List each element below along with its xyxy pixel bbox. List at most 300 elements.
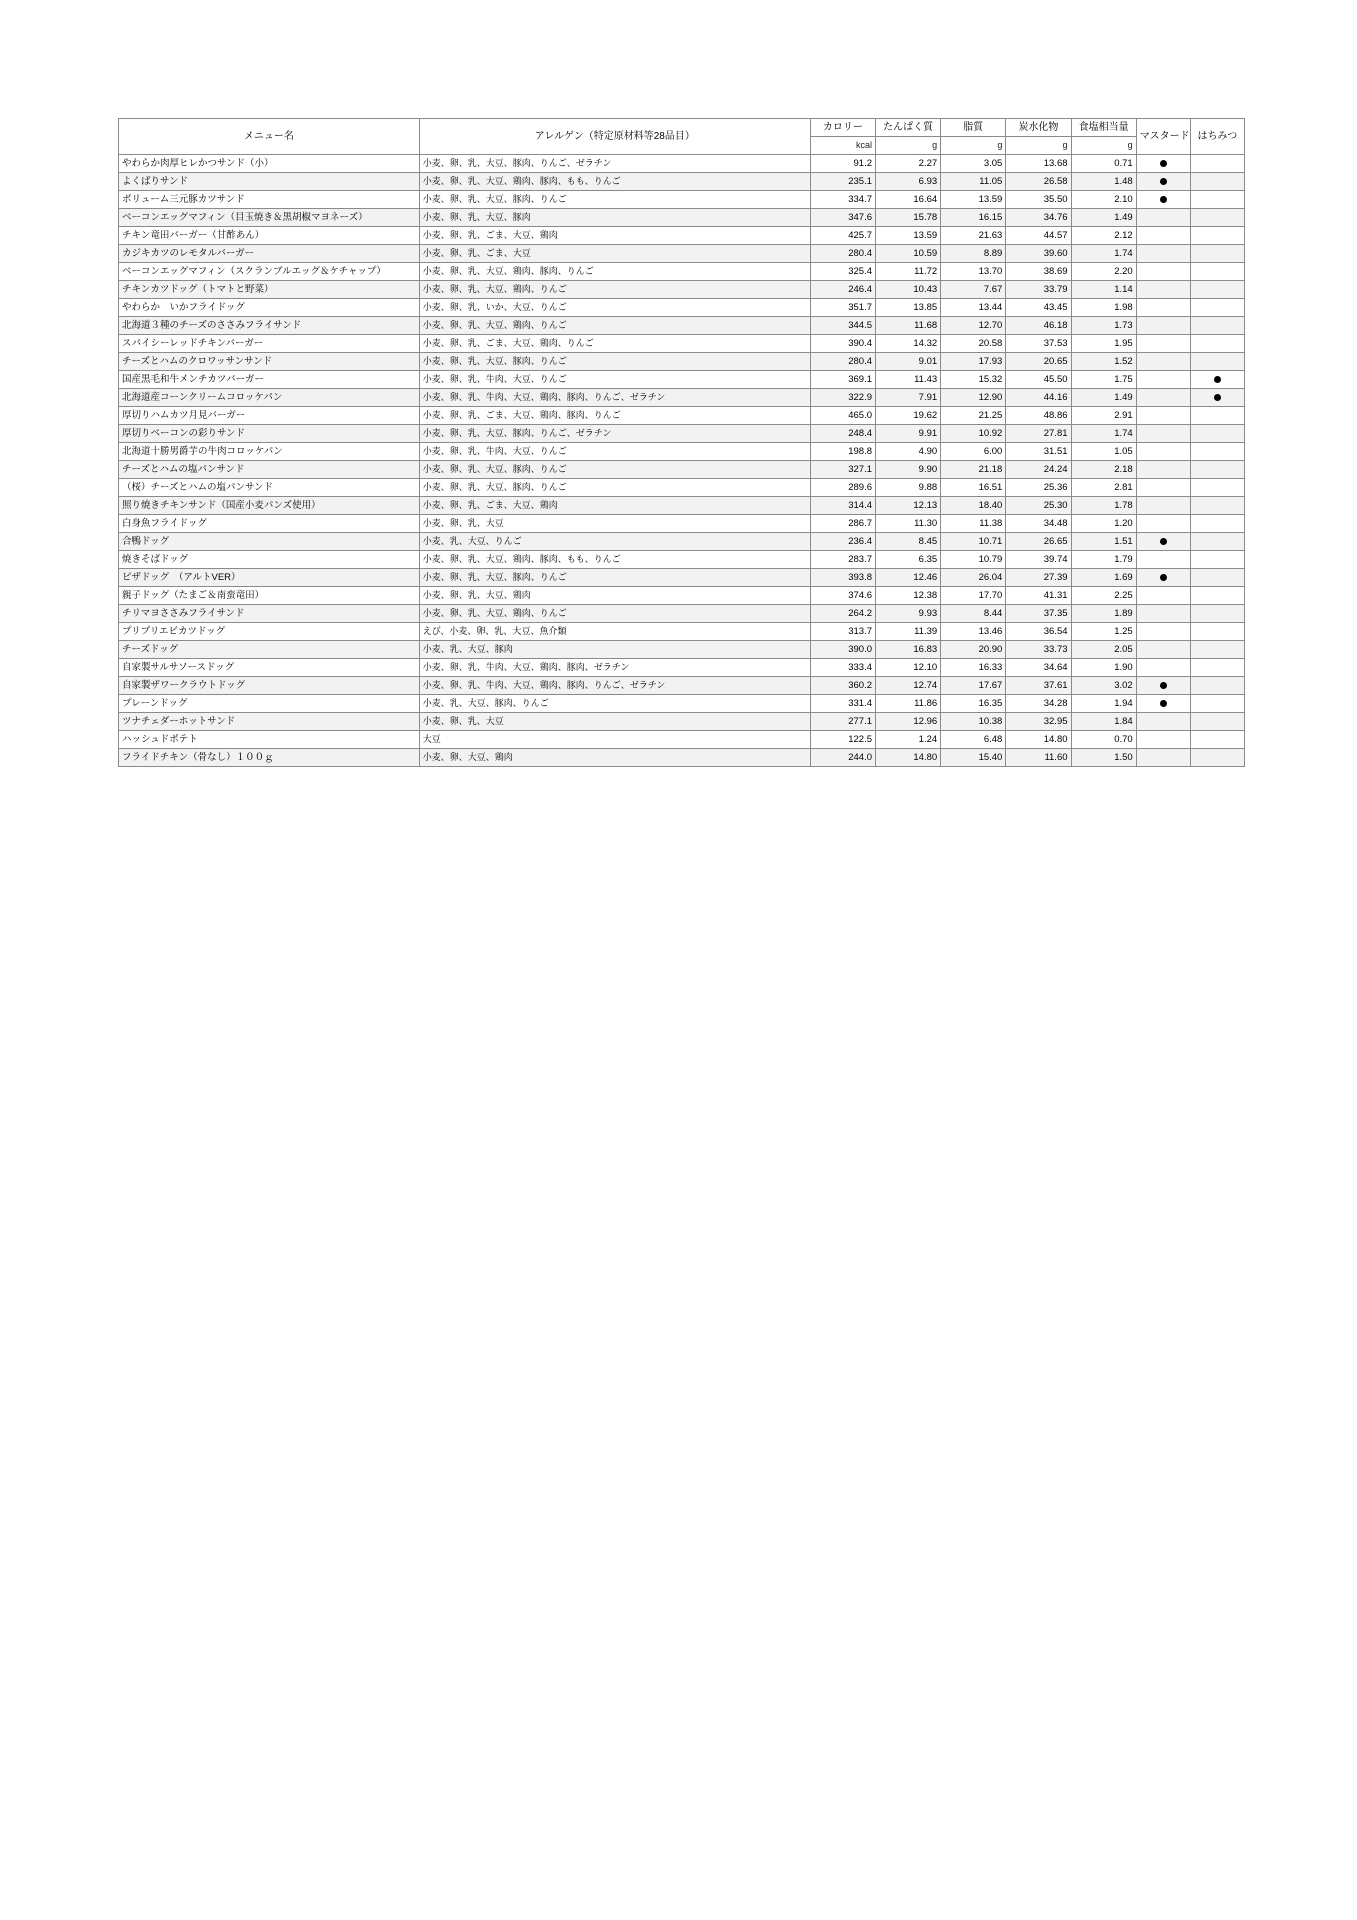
cell-mustard xyxy=(1136,479,1190,497)
cell-mustard xyxy=(1136,299,1190,317)
cell-menu-name: ボリューム三元豚カツサンド xyxy=(119,191,420,209)
cell-allergen: 小麦、卵、乳、大豆、豚肉、りんご xyxy=(419,479,810,497)
cell-carb: 35.50 xyxy=(1006,191,1071,209)
cell-menu-name: 自家製ザワークラウトドッグ xyxy=(119,677,420,695)
cell-salt: 1.94 xyxy=(1071,695,1136,713)
cell-calorie: 334.7 xyxy=(810,191,875,209)
cell-calorie: 277.1 xyxy=(810,713,875,731)
cell-mustard xyxy=(1136,155,1190,173)
cell-protein: 10.59 xyxy=(876,245,941,263)
table-row xyxy=(119,695,1245,713)
cell-mustard xyxy=(1136,659,1190,677)
cell-carb: 13.68 xyxy=(1006,155,1071,173)
table-row xyxy=(119,155,1245,173)
cell-protein: 13.59 xyxy=(876,227,941,245)
cell-mustard xyxy=(1136,731,1190,749)
cell-salt: 2.20 xyxy=(1071,263,1136,281)
cell-salt: 2.18 xyxy=(1071,461,1136,479)
cell-mustard xyxy=(1136,713,1190,731)
cell-menu-name: チーズドッグ xyxy=(119,641,420,659)
cell-honey xyxy=(1190,587,1244,605)
cell-calorie: 333.4 xyxy=(810,659,875,677)
cell-carb: 43.45 xyxy=(1006,299,1071,317)
cell-calorie: 313.7 xyxy=(810,623,875,641)
cell-calorie: 283.7 xyxy=(810,551,875,569)
cell-salt: 1.84 xyxy=(1071,713,1136,731)
cell-allergen: 小麦、卵、乳、牛肉、大豆、鶏肉、豚肉、ゼラチン xyxy=(419,659,810,677)
cell-honey xyxy=(1190,479,1244,497)
table-row xyxy=(119,479,1245,497)
cell-fat: 15.40 xyxy=(941,749,1006,767)
cell-honey xyxy=(1190,317,1244,335)
cell-allergen: 小麦、卵、乳、大豆、豚肉、りんご xyxy=(419,353,810,371)
cell-salt: 1.69 xyxy=(1071,569,1136,587)
cell-protein: 10.43 xyxy=(876,281,941,299)
cell-salt: 2.81 xyxy=(1071,479,1136,497)
cell-protein: 12.46 xyxy=(876,569,941,587)
cell-salt: 1.98 xyxy=(1071,299,1136,317)
cell-menu-name: プレーンドッグ xyxy=(119,695,420,713)
header-calorie: カロリー xyxy=(810,119,875,137)
cell-allergen: 小麦、卵、乳、大豆、鶏肉、りんご xyxy=(419,317,810,335)
cell-protein: 12.96 xyxy=(876,713,941,731)
cell-fat: 11.38 xyxy=(941,515,1006,533)
cell-allergen: 小麦、卵、乳、大豆、豚肉、りんご xyxy=(419,461,810,479)
dot-marker-icon xyxy=(1160,160,1167,167)
table-row xyxy=(119,569,1245,587)
cell-allergen: 小麦、卵、乳、ごま、大豆 xyxy=(419,245,810,263)
cell-protein: 9.90 xyxy=(876,461,941,479)
cell-honey xyxy=(1190,551,1244,569)
cell-menu-name: プリプリエビカツドッグ xyxy=(119,623,420,641)
cell-salt: 2.12 xyxy=(1071,227,1136,245)
table-row xyxy=(119,461,1245,479)
cell-salt: 1.74 xyxy=(1071,245,1136,263)
cell-honey xyxy=(1190,641,1244,659)
cell-fat: 21.18 xyxy=(941,461,1006,479)
cell-mustard xyxy=(1136,569,1190,587)
cell-carb: 44.16 xyxy=(1006,389,1071,407)
cell-fat: 21.63 xyxy=(941,227,1006,245)
cell-honey xyxy=(1190,605,1244,623)
cell-fat: 26.04 xyxy=(941,569,1006,587)
cell-calorie: 244.0 xyxy=(810,749,875,767)
cell-salt: 1.52 xyxy=(1071,353,1136,371)
cell-menu-name: 合鴨ドッグ xyxy=(119,533,420,551)
table-row xyxy=(119,731,1245,749)
cell-menu-name: 北海道３種のチーズのささみフライサンド xyxy=(119,317,420,335)
cell-fat: 8.89 xyxy=(941,245,1006,263)
cell-mustard xyxy=(1136,227,1190,245)
cell-calorie: 280.4 xyxy=(810,245,875,263)
header-carb: 炭水化物 xyxy=(1006,119,1071,137)
cell-fat: 16.15 xyxy=(941,209,1006,227)
cell-calorie: 246.4 xyxy=(810,281,875,299)
cell-allergen: 小麦、卵、乳、牛肉、大豆、りんご xyxy=(419,371,810,389)
table-row xyxy=(119,281,1245,299)
cell-salt: 1.20 xyxy=(1071,515,1136,533)
cell-carb: 26.58 xyxy=(1006,173,1071,191)
cell-salt: 2.25 xyxy=(1071,587,1136,605)
cell-menu-name: よくばりサンド xyxy=(119,173,420,191)
unit-protein: g xyxy=(876,137,941,155)
cell-menu-name: ピザドッグ （アルトVER） xyxy=(119,569,420,587)
cell-menu-name: 国産黒毛和牛メンチカツバーガー xyxy=(119,371,420,389)
cell-carb: 33.73 xyxy=(1006,641,1071,659)
table-row xyxy=(119,515,1245,533)
cell-calorie: 248.4 xyxy=(810,425,875,443)
cell-fat: 10.71 xyxy=(941,533,1006,551)
cell-allergen: 小麦、卵、乳、牛肉、大豆、りんご xyxy=(419,443,810,461)
cell-honey xyxy=(1190,299,1244,317)
cell-protein: 11.30 xyxy=(876,515,941,533)
cell-fat: 17.70 xyxy=(941,587,1006,605)
cell-protein: 11.43 xyxy=(876,371,941,389)
cell-protein: 19.62 xyxy=(876,407,941,425)
cell-menu-name: チーズとハムの塩パンサンド xyxy=(119,461,420,479)
cell-carb: 32.95 xyxy=(1006,713,1071,731)
cell-salt: 2.05 xyxy=(1071,641,1136,659)
cell-salt: 1.49 xyxy=(1071,209,1136,227)
cell-protein: 11.39 xyxy=(876,623,941,641)
cell-menu-name: チキンカツドッグ（トマトと野菜） xyxy=(119,281,420,299)
cell-protein: 11.72 xyxy=(876,263,941,281)
header-row-main xyxy=(119,119,1245,137)
cell-mustard xyxy=(1136,587,1190,605)
cell-mustard xyxy=(1136,173,1190,191)
cell-mustard xyxy=(1136,749,1190,767)
cell-honey xyxy=(1190,407,1244,425)
cell-menu-name: 北海道産コーンクリームコロッケパン xyxy=(119,389,420,407)
cell-allergen: えび、小麦、卵、乳、大豆、魚介類 xyxy=(419,623,810,641)
cell-honey xyxy=(1190,749,1244,767)
cell-menu-name: スパイシーレッドチキンバーガー xyxy=(119,335,420,353)
table-row xyxy=(119,299,1245,317)
cell-carb: 44.57 xyxy=(1006,227,1071,245)
cell-honey xyxy=(1190,623,1244,641)
dot-marker-icon xyxy=(1160,574,1167,581)
table-row xyxy=(119,443,1245,461)
cell-allergen: 小麦、卵、乳、ごま、大豆、鶏肉、豚肉、りんご xyxy=(419,407,810,425)
table-row xyxy=(119,623,1245,641)
cell-menu-name: やわらか いかフライドッグ xyxy=(119,299,420,317)
cell-menu-name: カジキカツのレモタルバーガー xyxy=(119,245,420,263)
cell-allergen: 小麦、卵、乳、大豆、鶏肉、豚肉、もも、りんご xyxy=(419,173,810,191)
cell-calorie: 390.0 xyxy=(810,641,875,659)
cell-honey xyxy=(1190,353,1244,371)
table-row xyxy=(119,551,1245,569)
cell-fat: 15.32 xyxy=(941,371,1006,389)
cell-protein: 12.13 xyxy=(876,497,941,515)
cell-honey xyxy=(1190,731,1244,749)
cell-salt: 1.75 xyxy=(1071,371,1136,389)
cell-carb: 34.48 xyxy=(1006,515,1071,533)
cell-protein: 15.78 xyxy=(876,209,941,227)
cell-allergen: 小麦、卵、乳、大豆 xyxy=(419,515,810,533)
cell-calorie: 351.7 xyxy=(810,299,875,317)
cell-salt: 1.78 xyxy=(1071,497,1136,515)
cell-allergen: 小麦、卵、大豆、鶏肉 xyxy=(419,749,810,767)
nutrition-table xyxy=(118,118,1245,767)
cell-honey xyxy=(1190,155,1244,173)
cell-carb: 26.65 xyxy=(1006,533,1071,551)
cell-mustard xyxy=(1136,515,1190,533)
cell-mustard xyxy=(1136,353,1190,371)
cell-fat: 13.44 xyxy=(941,299,1006,317)
header-protein: たんぱく質 xyxy=(876,119,941,137)
cell-fat: 17.93 xyxy=(941,353,1006,371)
cell-menu-name: 北海道十勝男爵芋の牛肉コロッケパン xyxy=(119,443,420,461)
cell-protein: 7.91 xyxy=(876,389,941,407)
cell-protein: 9.91 xyxy=(876,425,941,443)
unit-calorie: kcal xyxy=(810,137,875,155)
cell-protein: 11.68 xyxy=(876,317,941,335)
cell-calorie: 314.4 xyxy=(810,497,875,515)
cell-honey xyxy=(1190,443,1244,461)
cell-carb: 46.18 xyxy=(1006,317,1071,335)
cell-salt: 0.70 xyxy=(1071,731,1136,749)
cell-protein: 16.64 xyxy=(876,191,941,209)
cell-allergen: 小麦、卵、乳、大豆、鶏肉、りんご xyxy=(419,281,810,299)
cell-fat: 13.46 xyxy=(941,623,1006,641)
cell-mustard xyxy=(1136,605,1190,623)
cell-salt: 1.79 xyxy=(1071,551,1136,569)
cell-salt: 3.02 xyxy=(1071,677,1136,695)
cell-carb: 36.54 xyxy=(1006,623,1071,641)
header-salt: 食塩相当量 xyxy=(1071,119,1136,137)
cell-calorie: 198.8 xyxy=(810,443,875,461)
cell-carb: 39.74 xyxy=(1006,551,1071,569)
cell-mustard xyxy=(1136,407,1190,425)
cell-protein: 2.27 xyxy=(876,155,941,173)
cell-fat: 20.58 xyxy=(941,335,1006,353)
cell-salt: 2.91 xyxy=(1071,407,1136,425)
cell-honey xyxy=(1190,371,1244,389)
cell-protein: 4.90 xyxy=(876,443,941,461)
cell-protein: 6.93 xyxy=(876,173,941,191)
unit-salt: g xyxy=(1071,137,1136,155)
cell-salt: 1.74 xyxy=(1071,425,1136,443)
cell-allergen: 小麦、卵、乳、ごま、大豆、鶏肉 xyxy=(419,497,810,515)
cell-allergen: 小麦、卵、乳、大豆、鶏肉、豚肉、りんご xyxy=(419,263,810,281)
cell-allergen: 小麦、卵、乳、大豆、豚肉 xyxy=(419,209,810,227)
cell-carb: 45.50 xyxy=(1006,371,1071,389)
cell-fat: 20.90 xyxy=(941,641,1006,659)
cell-carb: 20.65 xyxy=(1006,353,1071,371)
header-menu: メニュー名 xyxy=(119,119,420,155)
table-row xyxy=(119,497,1245,515)
cell-calorie: 322.9 xyxy=(810,389,875,407)
cell-honey xyxy=(1190,425,1244,443)
table-header xyxy=(119,119,1245,155)
cell-carb: 27.39 xyxy=(1006,569,1071,587)
cell-fat: 13.70 xyxy=(941,263,1006,281)
cell-carb: 37.61 xyxy=(1006,677,1071,695)
cell-fat: 12.70 xyxy=(941,317,1006,335)
cell-honey xyxy=(1190,191,1244,209)
cell-menu-name: 厚切りハムカツ月見バーガー xyxy=(119,407,420,425)
cell-protein: 13.85 xyxy=(876,299,941,317)
cell-honey xyxy=(1190,695,1244,713)
cell-calorie: 236.4 xyxy=(810,533,875,551)
dot-marker-icon xyxy=(1214,394,1221,401)
cell-protein: 11.86 xyxy=(876,695,941,713)
cell-menu-name: チキン竜田バーガー（甘酢あん） xyxy=(119,227,420,245)
table-row xyxy=(119,587,1245,605)
cell-carb: 34.28 xyxy=(1006,695,1071,713)
cell-carb: 41.31 xyxy=(1006,587,1071,605)
cell-mustard xyxy=(1136,695,1190,713)
cell-allergen: 小麦、卵、乳、大豆、豚肉、りんご、ゼラチン xyxy=(419,155,810,173)
cell-mustard xyxy=(1136,371,1190,389)
cell-mustard xyxy=(1136,245,1190,263)
table-row xyxy=(119,317,1245,335)
cell-menu-name: （桜）チーズとハムの塩パンサンド xyxy=(119,479,420,497)
cell-calorie: 369.1 xyxy=(810,371,875,389)
cell-carb: 48.86 xyxy=(1006,407,1071,425)
cell-protein: 8.45 xyxy=(876,533,941,551)
cell-calorie: 425.7 xyxy=(810,227,875,245)
cell-salt: 1.50 xyxy=(1071,749,1136,767)
cell-carb: 11.60 xyxy=(1006,749,1071,767)
cell-calorie: 289.6 xyxy=(810,479,875,497)
cell-calorie: 325.4 xyxy=(810,263,875,281)
table-row xyxy=(119,425,1245,443)
cell-allergen: 小麦、乳、大豆、りんご xyxy=(419,533,810,551)
cell-allergen: 小麦、卵、乳、大豆、豚肉、りんご xyxy=(419,569,810,587)
table-row xyxy=(119,173,1245,191)
cell-mustard xyxy=(1136,191,1190,209)
table-row xyxy=(119,191,1245,209)
cell-mustard xyxy=(1136,497,1190,515)
unit-fat: g xyxy=(941,137,1006,155)
table-body xyxy=(119,155,1245,767)
table-row xyxy=(119,659,1245,677)
cell-carb: 25.30 xyxy=(1006,497,1071,515)
cell-allergen: 小麦、卵、乳、大豆、鶏肉、豚肉、もも、りんご xyxy=(419,551,810,569)
cell-menu-name: ツナチェダーホットサンド xyxy=(119,713,420,731)
cell-mustard xyxy=(1136,641,1190,659)
cell-carb: 27.81 xyxy=(1006,425,1071,443)
cell-allergen: 大豆 xyxy=(419,731,810,749)
cell-menu-name: チリマヨささみフライサンド xyxy=(119,605,420,623)
table-row xyxy=(119,533,1245,551)
table-row xyxy=(119,335,1245,353)
cell-calorie: 331.4 xyxy=(810,695,875,713)
cell-mustard xyxy=(1136,263,1190,281)
cell-carb: 33.79 xyxy=(1006,281,1071,299)
cell-salt: 2.10 xyxy=(1071,191,1136,209)
cell-calorie: 286.7 xyxy=(810,515,875,533)
cell-honey xyxy=(1190,245,1244,263)
cell-menu-name: ハッシュドポテト xyxy=(119,731,420,749)
cell-mustard xyxy=(1136,317,1190,335)
cell-menu-name: 自家製サルサソースドッグ xyxy=(119,659,420,677)
cell-calorie: 91.2 xyxy=(810,155,875,173)
table-row xyxy=(119,749,1245,767)
cell-calorie: 393.8 xyxy=(810,569,875,587)
cell-protein: 1.24 xyxy=(876,731,941,749)
cell-mustard xyxy=(1136,551,1190,569)
cell-mustard xyxy=(1136,623,1190,641)
header-fat: 脂質 xyxy=(941,119,1006,137)
cell-honey xyxy=(1190,533,1244,551)
cell-carb: 14.80 xyxy=(1006,731,1071,749)
cell-protein: 6.35 xyxy=(876,551,941,569)
cell-honey xyxy=(1190,677,1244,695)
dot-marker-icon xyxy=(1160,700,1167,707)
cell-honey xyxy=(1190,209,1244,227)
cell-mustard xyxy=(1136,281,1190,299)
cell-calorie: 235.1 xyxy=(810,173,875,191)
cell-calorie: 465.0 xyxy=(810,407,875,425)
cell-protein: 9.88 xyxy=(876,479,941,497)
cell-menu-name: 厚切りベーコンの彩りサンド xyxy=(119,425,420,443)
cell-menu-name: フライドチキン（骨なし）１００ｇ xyxy=(119,749,420,767)
table-row xyxy=(119,713,1245,731)
cell-mustard xyxy=(1136,209,1190,227)
cell-honey xyxy=(1190,281,1244,299)
cell-salt: 1.90 xyxy=(1071,659,1136,677)
cell-carb: 25.36 xyxy=(1006,479,1071,497)
cell-salt: 0.71 xyxy=(1071,155,1136,173)
cell-calorie: 360.2 xyxy=(810,677,875,695)
cell-fat: 3.05 xyxy=(941,155,1006,173)
cell-mustard xyxy=(1136,425,1190,443)
cell-honey xyxy=(1190,515,1244,533)
cell-honey xyxy=(1190,659,1244,677)
cell-menu-name: 焼きそばドッグ xyxy=(119,551,420,569)
cell-honey xyxy=(1190,713,1244,731)
dot-marker-icon xyxy=(1160,178,1167,185)
cell-salt: 1.51 xyxy=(1071,533,1136,551)
table-row xyxy=(119,209,1245,227)
cell-salt: 1.14 xyxy=(1071,281,1136,299)
cell-allergen: 小麦、乳、大豆、豚肉 xyxy=(419,641,810,659)
cell-fat: 8.44 xyxy=(941,605,1006,623)
cell-protein: 9.93 xyxy=(876,605,941,623)
cell-honey xyxy=(1190,335,1244,353)
table-row xyxy=(119,263,1245,281)
cell-allergen: 小麦、卵、乳、牛肉、大豆、鶏肉、豚肉、りんご、ゼラチン xyxy=(419,677,810,695)
cell-honey xyxy=(1190,461,1244,479)
cell-fat: 16.51 xyxy=(941,479,1006,497)
header-allergen: アレルゲン（特定原材料等28品目） xyxy=(419,119,810,155)
table-row xyxy=(119,245,1245,263)
cell-salt: 1.05 xyxy=(1071,443,1136,461)
cell-fat: 17.67 xyxy=(941,677,1006,695)
cell-salt: 1.95 xyxy=(1071,335,1136,353)
cell-allergen: 小麦、卵、乳、大豆、鶏肉、りんご xyxy=(419,605,810,623)
cell-menu-name: ベーコンエッグマフィン（スクランブルエッグ＆ケチャップ） xyxy=(119,263,420,281)
cell-carb: 37.35 xyxy=(1006,605,1071,623)
cell-salt: 1.48 xyxy=(1071,173,1136,191)
cell-carb: 34.76 xyxy=(1006,209,1071,227)
cell-allergen: 小麦、乳、大豆、豚肉、りんご xyxy=(419,695,810,713)
dot-marker-icon xyxy=(1160,196,1167,203)
table-row xyxy=(119,353,1245,371)
cell-calorie: 374.6 xyxy=(810,587,875,605)
cell-fat: 10.92 xyxy=(941,425,1006,443)
cell-honey xyxy=(1190,497,1244,515)
cell-fat: 6.00 xyxy=(941,443,1006,461)
dot-marker-icon xyxy=(1160,682,1167,689)
cell-salt: 1.73 xyxy=(1071,317,1136,335)
dot-marker-icon xyxy=(1160,538,1167,545)
cell-allergen: 小麦、卵、乳、大豆、鶏肉 xyxy=(419,587,810,605)
cell-fat: 18.40 xyxy=(941,497,1006,515)
table-row xyxy=(119,389,1245,407)
